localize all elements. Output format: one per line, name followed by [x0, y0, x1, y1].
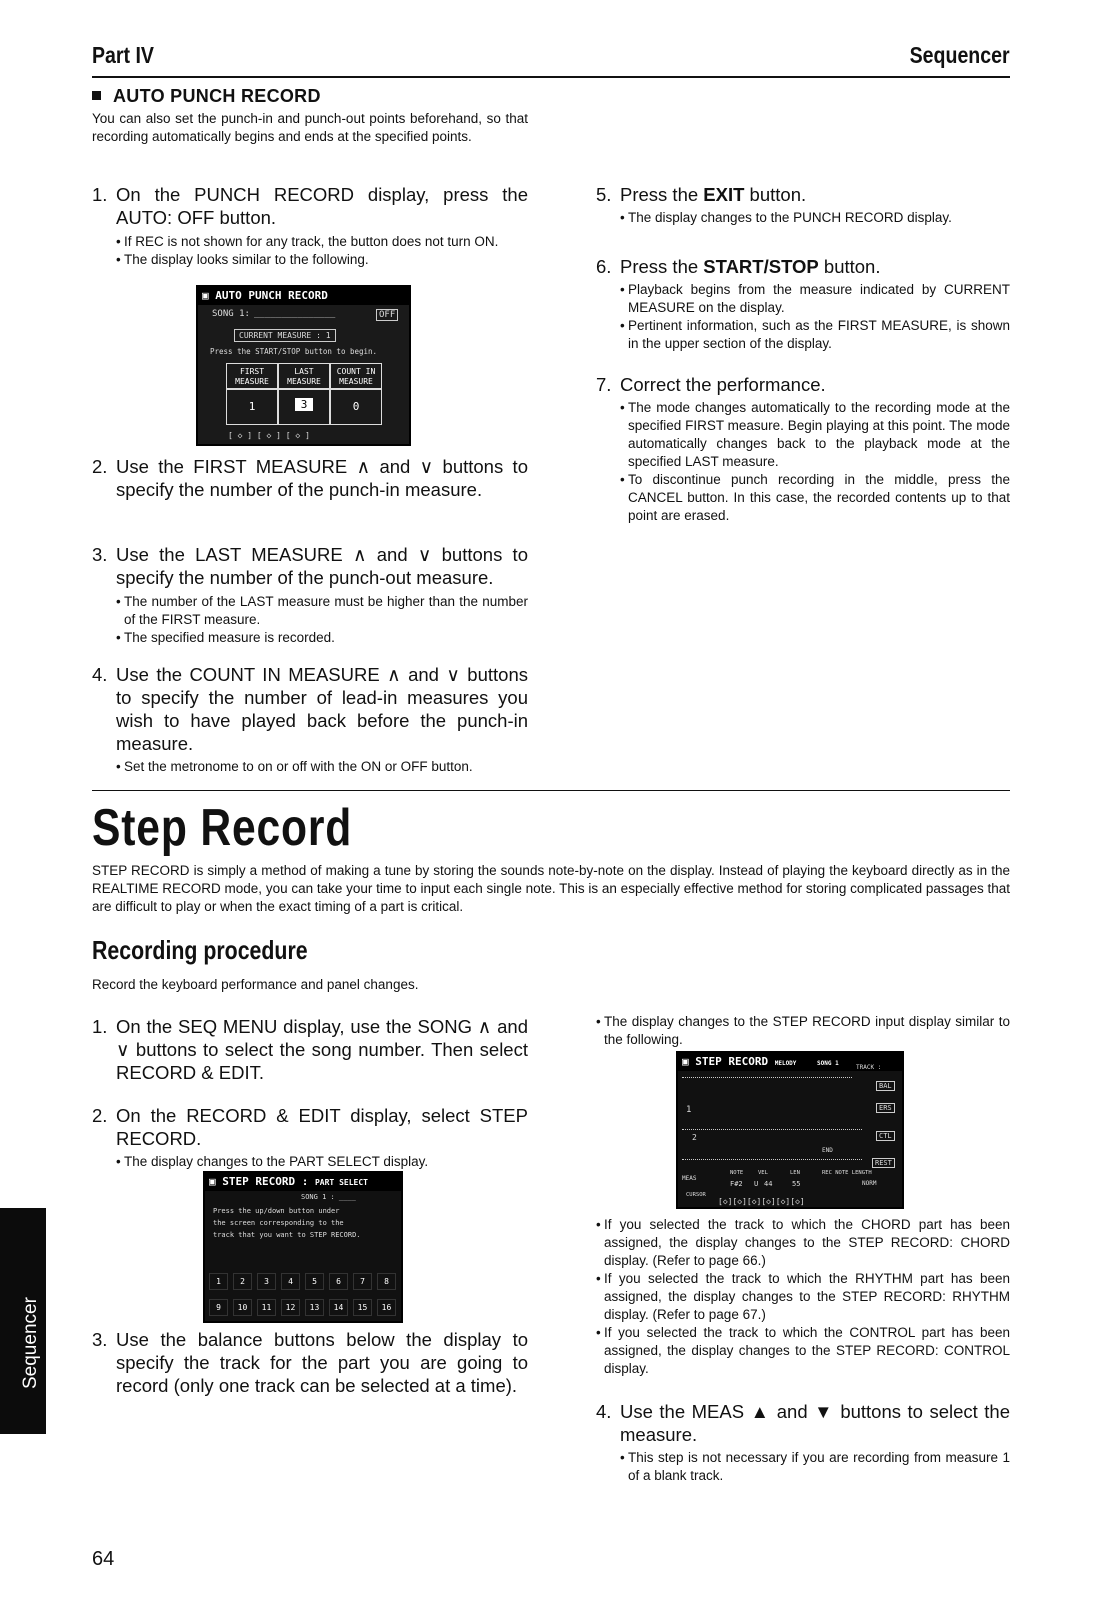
- bullet: • The display changes to the PUNCH RECORD display.: [620, 209, 1010, 227]
- step-4: 4. Use the COUNT IN MEASURE ∧ and ∨ buttons to specify the number of lead-in measures you wish to have played back before the punch-in measure. • Set the metronome to on or off with the ON or OFF button.: [92, 663, 528, 776]
- display-title: ▣ STEP RECORD MELODY SONG 1: [678, 1053, 902, 1071]
- track-icon: 15: [353, 1299, 372, 1316]
- recording-procedure-intro: Record the keyboard performance and panel changes.: [92, 977, 419, 992]
- step-5: 5. Press the EXIT button. • The display changes to the PUNCH RECORD display.: [596, 183, 1010, 227]
- section-label: Sequencer: [910, 42, 1010, 68]
- updown-buttons-icon: [◇][◇][◇][◇][◇][◇]: [718, 1197, 805, 1206]
- display-title: ▣ STEP RECORD : PART SELECT: [205, 1173, 401, 1191]
- section-divider: [92, 790, 1010, 791]
- proc-step-3: 3. Use the balance buttons below the display to specify the track for the part you are going to record (only one track can be selected at a time).: [92, 1329, 528, 1396]
- bullet: • If you selected the track to which the CONTROL part has been assigned, the display changes to the STEP RECORD: CONTROL display.: [596, 1324, 1010, 1378]
- track-icon: 7: [353, 1273, 372, 1290]
- bullet: • To discontinue punch recording in the middle, press the CANCEL button. In this case, the recorded contents up to that point are erased.: [620, 471, 1010, 525]
- track-icon: 6: [329, 1273, 348, 1290]
- track-icon: 13: [305, 1299, 324, 1316]
- side-tab-label: Sequencer: [20, 1297, 41, 1389]
- step-1: 1. On the PUNCH RECORD display, press the AUTO: OFF button. • If REC is not shown for any track, the button does not turn ON. • The display looks similar to the following.: [92, 183, 528, 269]
- track-icon: 9: [209, 1299, 228, 1316]
- bullet: • The specified measure is recorded.: [116, 629, 528, 647]
- auto-off-indicator: OFF: [376, 309, 398, 321]
- auto-punch-intro: You can also set the punch-in and punch-out points beforehand, so that recording automatically begins and ends at the specified points.: [92, 111, 528, 144]
- step-3: 3. Use the LAST MEASURE ∧ and ∨ buttons to specify the number of the punch-out measure. • The number of the LAST measure must be higher than the number of the FIRST measure. • The specified measure is recorded.: [92, 543, 528, 647]
- bullet: • If REC is not shown for any track, the button does not turn ON.: [116, 233, 528, 251]
- bullet: • The display changes to the STEP RECORD input display similar to the following.: [596, 1013, 1010, 1049]
- step-record-input-display: ▣ STEP RECORD MELODY SONG 1 TRACK : BAL 1 ERS 2 CTL END REST MEAS NOTE VEL LEN REC NOTE LENGTH F#2 U 44 55 NORM CURSOR [◇][◇][◇][◇][◇][◇]: [676, 1051, 904, 1209]
- bullet: • The display changes to the PART SELECT display.: [116, 1153, 528, 1171]
- auto-punch-section: [92, 86, 528, 146]
- bullet: • Pertinent information, such as the FIRST MEASURE, is shown in the upper section of the display.: [620, 317, 1010, 353]
- track-icon: 14: [329, 1299, 348, 1316]
- recording-procedure-title: Recording procedure: [92, 935, 308, 965]
- part-select-display: ▣ STEP RECORD : PART SELECT SONG 1 : ____ Press the up/down button under the screen corresponding to the track that you want to STEP RECORD. 1 2 3 4 5 6 7 8 9 10 11 12 13 14 15 16: [203, 1171, 403, 1323]
- page-header: [92, 42, 1010, 78]
- step-record-intro: STEP RECORD is simply a method of making a tune by storing the sounds note-by-note on the display. Instead of playing the keyboard directly as in the REALTIME RECORD mode, you can take your time to input each single note. This is an especially effective method for storing complicated passages that are difficult to play or when the exact timing of a part is critical.: [92, 863, 1010, 914]
- part-label: Part IV: [92, 42, 154, 68]
- bullet: • This step is not necessary if you are recording from measure 1 of a blank track.: [620, 1449, 1010, 1485]
- step-record-notes: [596, 1216, 1010, 1378]
- square-bullet-icon: [92, 91, 101, 100]
- track-icon: 5: [305, 1273, 324, 1290]
- track-icon: 1: [209, 1273, 228, 1290]
- track-icon: 16: [377, 1299, 396, 1316]
- bullet: • If you selected the track to which the CHORD part has been assigned, the display changes to the STEP RECORD: CHORD display. (Refer to page 66.): [596, 1216, 1010, 1270]
- side-tab: [0, 1208, 46, 1434]
- page-number: 64: [92, 1548, 115, 1570]
- display-title: ▣ AUTO PUNCH RECORD: [198, 287, 409, 305]
- proc-step-1: 1. On the SEQ MENU display, use the SONG ∧ and ∨ buttons to select the song number. Then select RECORD & EDIT.: [92, 1016, 528, 1083]
- step-record-title: Step Record: [92, 799, 353, 857]
- step-record-display-note: [596, 1013, 1010, 1049]
- track-buttons-bottom: [209, 1299, 396, 1316]
- step-7: 7. Correct the performance. • The mode changes automatically to the recording mode at the specified FIRST measure. Begin playing at this point. The mode automatically changes back to the playback mode at the specified LAST measure. • To discontinue punch recording in the middle, press the CANCEL button. In this case, the recorded contents up to that point are erased.: [596, 373, 1010, 525]
- proc-step-4: 4. Use the MEAS ▲ and ▼ buttons to select the measure. • This step is not necessary if you are recording from measure 1 of a blank track.: [596, 1400, 1010, 1485]
- step-2: 2. Use the FIRST MEASURE ∧ and ∨ buttons to specify the number of the punch-in measure.: [92, 456, 528, 500]
- track-buttons-top: [209, 1273, 396, 1290]
- proc-step-2: 2. On the RECORD & EDIT display, select STEP RECORD. • The display changes to the PART SELECT display.: [92, 1104, 528, 1171]
- auto-punch-record-display: ▣ AUTO PUNCH RECORD SONG 1: _______________ OFF CURRENT MEASURE : 1 Press the START/STOP button to begin. FIRST MEASURE LAST MEASURE COUNT IN MEASURE 1 3 0 [ ◇ ] [ ◇ ] [ ◇ ]: [196, 285, 411, 446]
- bullet: • The number of the LAST measure must be higher than the number of the FIRST measure.: [116, 593, 528, 629]
- auto-punch-heading: AUTO PUNCH RECORD: [92, 86, 528, 107]
- track-icon: 4: [281, 1273, 300, 1290]
- track-icon: 10: [233, 1299, 252, 1316]
- bullet: • Playback begins from the measure indicated by CURRENT MEASURE on the display.: [620, 281, 1010, 317]
- track-icon: 2: [233, 1273, 252, 1290]
- bullet: • The display looks similar to the following.: [116, 251, 528, 269]
- bullet: • The mode changes automatically to the recording mode at the specified FIRST measure. Begin playing at this point. The mode automatically changes back to the playback mode at the specified LAST measure.: [620, 399, 1010, 471]
- track-icon: 11: [257, 1299, 276, 1316]
- updown-buttons-icon: [ ◇ ] [ ◇ ] [ ◇ ]: [228, 431, 310, 440]
- track-icon: 8: [377, 1273, 396, 1290]
- bullet: • If you selected the track to which the RHYTHM part has been assigned, the display changes to the STEP RECORD: RHYTHM display. (Refer to page 67.): [596, 1270, 1010, 1324]
- bullet: • Set the metronome to on or off with the ON or OFF button.: [116, 758, 528, 776]
- track-icon: 12: [281, 1299, 300, 1316]
- step-6: 6. Press the START/STOP button. • Playback begins from the measure indicated by CURRENT MEASURE on the display. • Pertinent information, such as the FIRST MEASURE, is shown in the upper section of the display.: [596, 255, 1010, 353]
- track-icon: 3: [257, 1273, 276, 1290]
